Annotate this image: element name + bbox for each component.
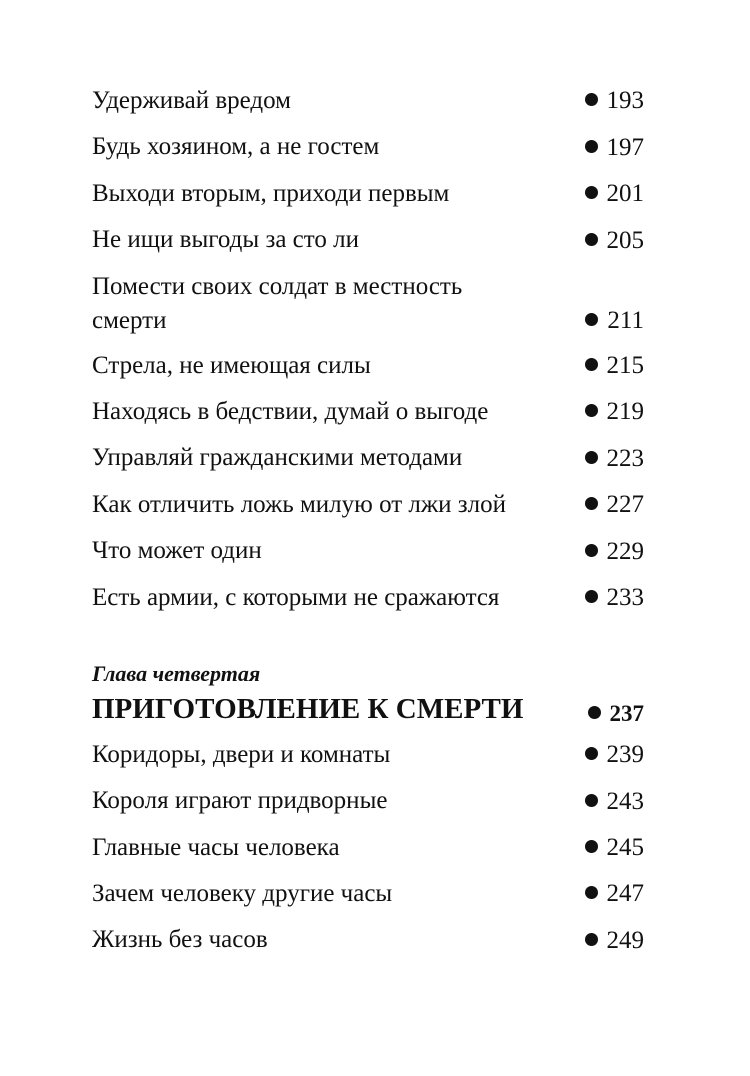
bullet-icon	[585, 590, 598, 603]
toc-entry[interactable]	[92, 923, 644, 969]
page-number: 245	[606, 834, 644, 862]
toc-entry[interactable]	[92, 441, 644, 487]
toc-entry-title: Что может один	[92, 537, 262, 565]
toc-entry-title: Стрела, не имеющая силы	[92, 351, 371, 379]
toc-entry[interactable]	[92, 84, 644, 130]
toc-entry[interactable]	[92, 488, 644, 534]
bullet-icon	[585, 404, 598, 417]
bullet-icon	[585, 451, 598, 464]
toc-entry[interactable]	[92, 831, 644, 877]
page-number: 227	[606, 491, 644, 519]
toc-entry-page	[580, 738, 644, 772]
chapter-spacer	[92, 627, 644, 659]
toc-entry-title: Короля играют придворные	[92, 787, 388, 815]
toc-entry-title: Как отличить ложь милую от лжи злой	[92, 490, 507, 518]
toc-entry-title: Будь хозяином, а не гостем	[92, 133, 380, 161]
toc-entry-page	[580, 831, 644, 865]
toc-entry[interactable]	[92, 270, 644, 349]
page-number: 211	[607, 306, 644, 334]
toc-entry-title: Есть армии, с которыми не сражаются	[92, 583, 500, 611]
chapter-label: Глава четвертая	[92, 660, 261, 686]
toc-entry-page	[580, 177, 644, 211]
toc-entry-title: Не ищи выгоды за сто ли	[92, 226, 359, 254]
bullet-icon	[585, 313, 598, 326]
toc-entry[interactable]	[92, 784, 644, 830]
toc-entry[interactable]	[92, 395, 644, 441]
toc-entry-page	[580, 785, 644, 819]
toc-entry-page	[580, 442, 644, 476]
toc-entry-title: Зачем человеку другие часы	[92, 880, 393, 908]
bullet-icon	[585, 140, 598, 153]
toc-entry-title: Помести своих солдат в местность смерти	[92, 272, 463, 334]
bullet-icon	[585, 497, 598, 510]
bullet-icon	[585, 840, 598, 853]
toc-entry-page	[580, 304, 644, 338]
toc-entry-page	[580, 877, 644, 911]
page-number: 243	[606, 787, 644, 815]
bullet-icon	[585, 933, 598, 946]
page-number: 239	[606, 741, 644, 769]
page-number: 215	[606, 351, 644, 379]
toc-entry-title: Жизнь без часов	[92, 926, 268, 954]
page-number: 237	[609, 700, 644, 726]
toc-entry-page	[580, 84, 644, 118]
bullet-icon	[585, 886, 598, 899]
toc-entry-page	[580, 349, 644, 383]
toc-entry-title: Удерживай вредом	[92, 87, 291, 114]
toc-entry-page	[580, 131, 644, 165]
toc-entry[interactable]	[92, 534, 644, 580]
toc-entry-title: Управляй гражданскими методами	[92, 444, 463, 472]
toc-entry-page	[580, 224, 644, 258]
toc-entry[interactable]	[92, 877, 644, 923]
bullet-icon	[585, 186, 598, 199]
toc-entry-page	[580, 395, 644, 429]
bullet-icon	[588, 706, 601, 719]
bullet-icon	[585, 544, 598, 557]
toc-entry-page	[580, 924, 644, 958]
bullet-icon	[585, 794, 598, 807]
bullet-icon	[585, 93, 598, 106]
toc-entry-title: Выходи вторым, приходи первым	[92, 179, 450, 207]
toc-entry-page	[580, 535, 644, 569]
page-number: 219	[606, 398, 644, 426]
chapter-page	[580, 697, 644, 731]
toc-entry-page	[580, 488, 644, 522]
chapter-title: ПРИГОТОВЛЕНИЕ К СМЕРТИ	[92, 692, 524, 725]
toc-entry-title: Находясь в бедствии, думай о выгоде	[92, 397, 489, 425]
bullet-icon	[585, 233, 598, 246]
bullet-icon	[585, 358, 598, 371]
page-number: 197	[606, 133, 644, 161]
page-number: 223	[606, 444, 644, 472]
toc-entry[interactable]	[92, 349, 644, 395]
page-number: 205	[606, 226, 644, 254]
page-number: 233	[606, 583, 644, 611]
toc-entry[interactable]	[92, 581, 644, 627]
toc-entry[interactable]	[92, 177, 644, 223]
chapter-heading[interactable]	[92, 689, 644, 738]
page-number: 247	[606, 880, 644, 908]
toc-entry[interactable]	[92, 738, 644, 784]
bullet-icon	[585, 747, 598, 760]
page-number: 229	[606, 537, 644, 565]
toc-entry-title: Коридоры, двери и комнаты	[92, 740, 391, 768]
toc-entry-page	[580, 581, 644, 615]
page-number: 201	[606, 180, 644, 208]
toc-entry-title: Главные часы человека	[92, 833, 340, 861]
toc-entry[interactable]	[92, 130, 644, 176]
page-number: 249	[606, 926, 644, 954]
page-number: 193	[606, 87, 644, 115]
table-of-contents	[92, 84, 644, 970]
toc-entry[interactable]	[92, 223, 644, 269]
